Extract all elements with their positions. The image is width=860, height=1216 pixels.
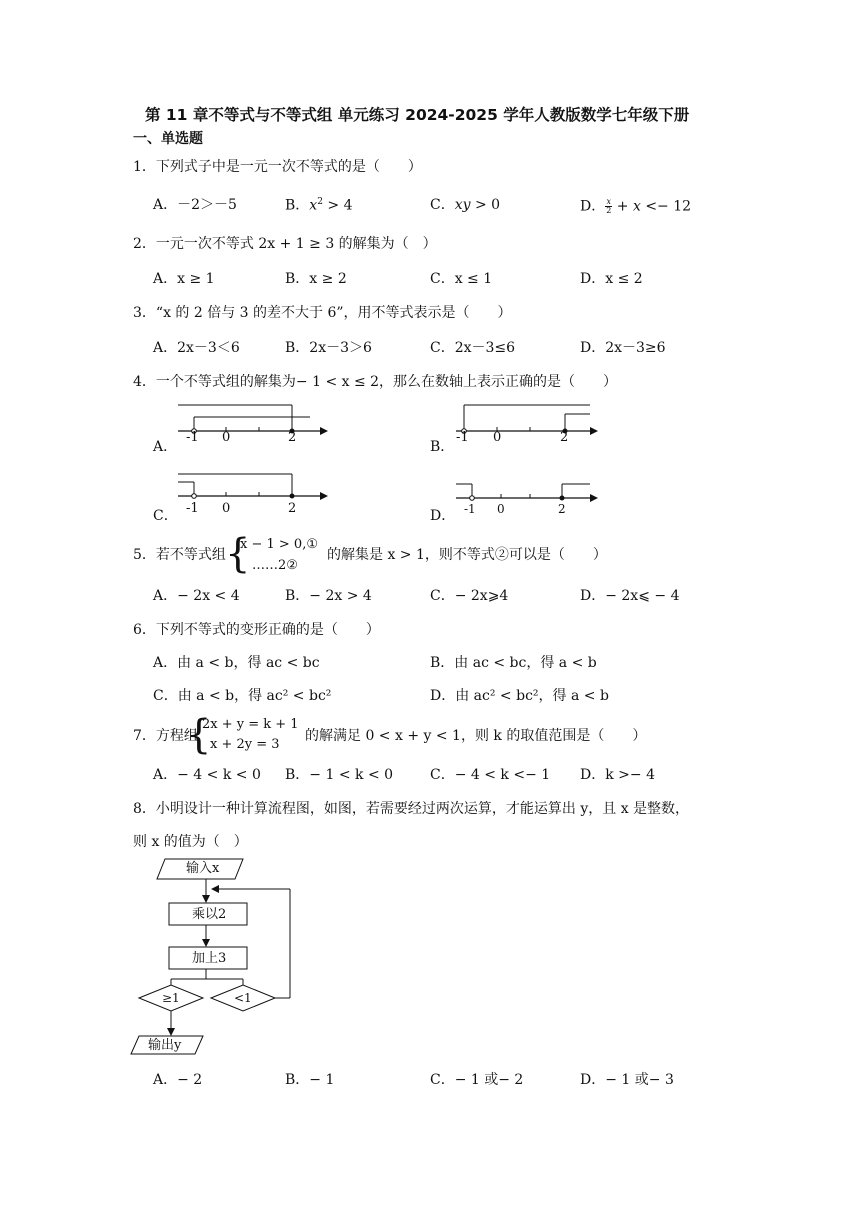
question-1-stem: 1．下列式子中是一元一次不等式的是（ ） <box>133 159 422 175</box>
tick-label-0-c: 0 <box>222 501 231 516</box>
tick-label-0-a: 0 <box>222 430 231 445</box>
question-5-suffix: 的解集是 x > 1，则不等式②可以是（ ） <box>327 547 607 563</box>
q6-option-d[interactable]: D．由 ac² < bc²，得 a < b <box>430 688 609 704</box>
q1-option-c[interactable]: C．xy > 0 <box>430 197 501 213</box>
tick-label-2-c: 2 <box>288 501 297 516</box>
question-5-prefix: 5．若不等式组 <box>133 547 226 563</box>
tick-label-neg1-c: -1 <box>186 501 199 516</box>
q8-option-d[interactable]: D．− 1 或− 3 <box>580 1072 674 1088</box>
q7-option-a[interactable]: A．− 4 < k < 0 <box>153 767 261 783</box>
q4-option-d[interactable]: D． <box>430 508 456 524</box>
flow-input-label: 输入x <box>186 861 220 876</box>
flow-cond-ge-label: ≥1 <box>162 991 180 1005</box>
q5-system-line-1: x − 1 > 0,① <box>240 537 318 552</box>
question-8-stem-line-1: 8．小明设计一种计算流程图，如图，若需要经过两次运算，才能运算出 y，且 x 是整数， <box>133 801 690 817</box>
q4-option-c[interactable]: C． <box>153 508 178 524</box>
tick-label-2-d: 2 <box>558 502 566 516</box>
flow-step1-label: 乘以2 <box>192 907 227 922</box>
q7-option-b[interactable]: B．− 1 < k < 0 <box>285 767 394 783</box>
q7-system-line-1: 2x + y = k + 1 <box>202 717 299 732</box>
question-4-stem: 4．一个不等式组的解集为− 1 < x ≤ 2，那么在数轴上表示正确的是（ ） <box>133 374 618 390</box>
q6-option-a[interactable]: A．由 a < b，得 ac < bc <box>153 655 320 671</box>
tick-label-neg1-d: -1 <box>464 502 476 516</box>
q7-option-c[interactable]: C．− 4 < k <− 1 <box>430 767 551 783</box>
q4-option-b[interactable]: B． <box>430 439 455 455</box>
q3-option-c[interactable]: C．2x－3≤6 <box>430 340 516 356</box>
q3-option-a[interactable]: A．2x－3＜6 <box>153 340 240 356</box>
q8-option-c[interactable]: C．− 1 或− 2 <box>430 1072 524 1088</box>
question-2-stem: 2．一元一次不等式 2x + 1 ≥ 3 的解集为（ ） <box>133 236 437 252</box>
number-line-b <box>450 400 600 440</box>
flow-output-label: 输出y <box>148 1038 182 1053</box>
q2-option-d[interactable]: D．x ≤ 2 <box>580 271 643 287</box>
q7-system-line-2: x + 2y = 3 <box>210 737 280 752</box>
q6-option-b[interactable]: B．由 ac < bc，得 a < b <box>430 655 597 671</box>
question-3-stem: 3．“x 的 2 倍与 3 的差不大于 6”，用不等式表示是（ ） <box>133 305 512 321</box>
question-7-prefix: 7．方程组 <box>133 728 198 744</box>
q3-option-b[interactable]: B．2x－3＞6 <box>285 340 372 356</box>
tick-label-0-b: 0 <box>493 430 502 445</box>
system-brace-q7: { <box>186 712 212 758</box>
tick-label-neg1-a: -1 <box>186 430 199 445</box>
tick-label-neg1-b: -1 <box>456 430 469 445</box>
q5-option-a[interactable]: A．− 2x < 4 <box>153 588 240 604</box>
q5-option-b[interactable]: B．− 2x > 4 <box>285 588 372 604</box>
q5-option-d[interactable]: D．− 2x⩽ − 4 <box>580 588 680 604</box>
question-7-suffix: 的解满足 0 < x + y < 1，则 k 的取值范围是（ ） <box>305 728 647 744</box>
q2-option-c[interactable]: C．x ≤ 1 <box>430 271 493 287</box>
q1-option-d[interactable]: D．$\frac{x}{2} + x <- 12$ <box>580 197 692 215</box>
q2-option-b[interactable]: B．x ≥ 2 <box>285 271 347 287</box>
tick-label-2-a: 2 <box>288 430 297 445</box>
q8-option-a[interactable]: A．− 2 <box>153 1072 203 1088</box>
q5-system-line-2: ……2② <box>252 558 298 573</box>
tick-label-0-d: 0 <box>497 502 505 516</box>
q8-option-b[interactable]: B．− 1 <box>285 1072 335 1088</box>
q4-option-a[interactable]: A． <box>153 439 178 455</box>
q1-option-a[interactable]: A．－2＞－5 <box>153 197 237 213</box>
q1-option-b[interactable]: B．$x^2 > 4$ <box>285 197 353 214</box>
question-6-stem: 6．下列不等式的变形正确的是（ ） <box>133 622 380 638</box>
q2-option-a[interactable]: A．x ≥ 1 <box>153 271 215 287</box>
q6-option-c[interactable]: C．由 a < b，得 ac² < bc² <box>153 688 332 704</box>
page-title: 第 11 章不等式与不等式组 单元练习 2024-2025 学年人教版数学七年级下册 <box>145 106 690 124</box>
section-heading: 一、单选题 <box>133 131 203 147</box>
system-brace-q5: { <box>225 531 251 577</box>
q3-option-d[interactable]: D．2x－3≥6 <box>580 340 666 356</box>
tick-label-2-b: 2 <box>560 430 569 445</box>
q5-option-c[interactable]: C．− 2x⩾4 <box>430 588 509 604</box>
q7-option-d[interactable]: D．k >− 4 <box>580 767 655 783</box>
flow-cond-lt-label: <1 <box>234 991 252 1005</box>
flow-step2-label: 加上3 <box>192 951 227 966</box>
question-8-stem-line-2: 则 x 的值为（ ） <box>133 834 248 850</box>
